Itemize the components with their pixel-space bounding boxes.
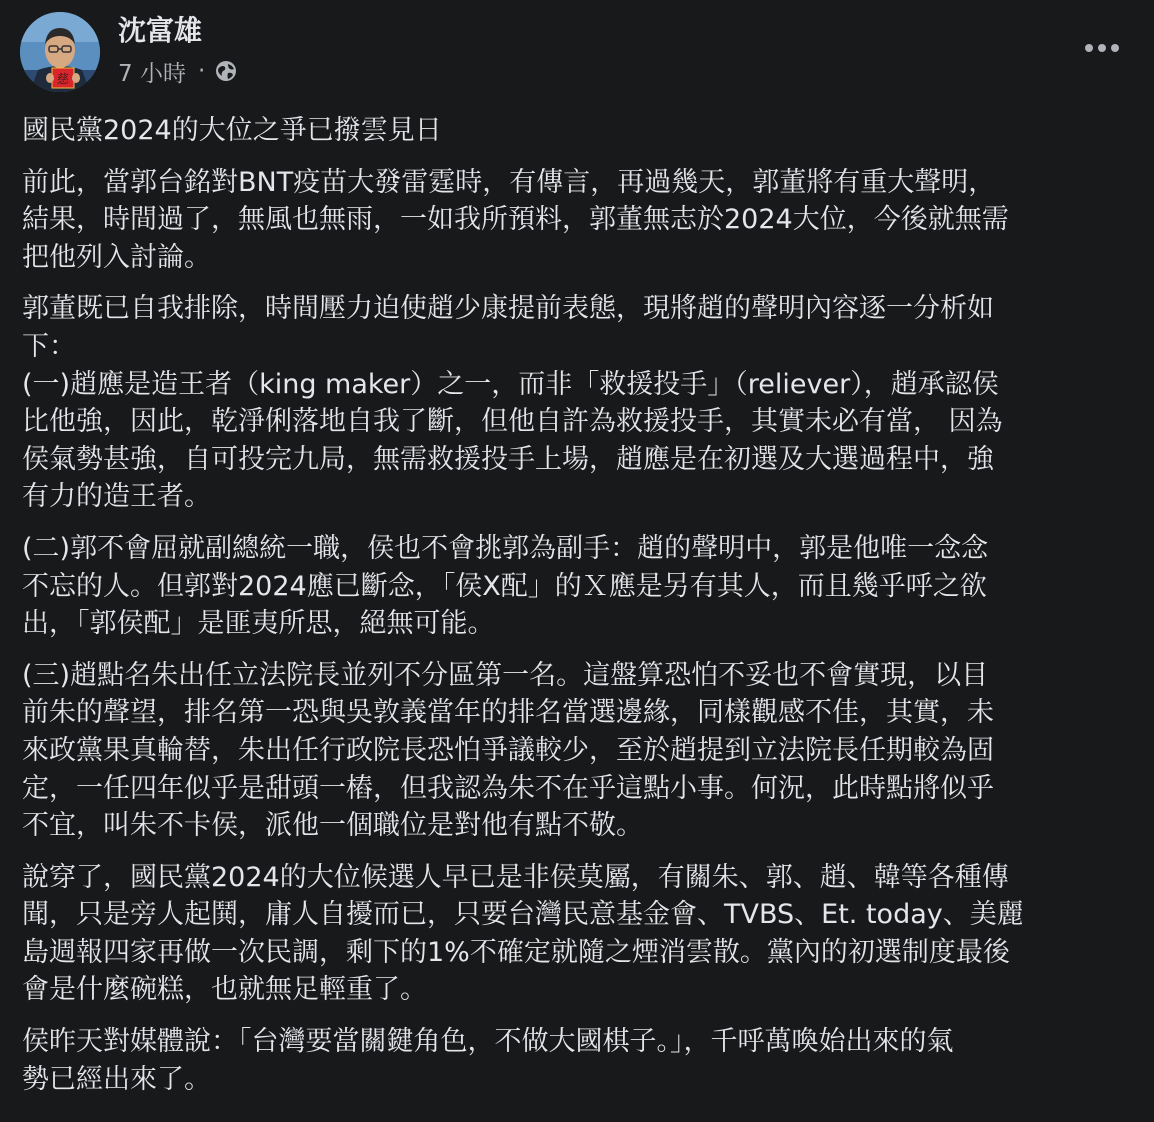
- post-meta: [118, 55, 239, 87]
- post-paragraph: 說穿了，國民黨2024的大位候選人早已是非侯莫屬，有關朱、郭、趙、韓等各種傳 聞，只是旁人起鬨，庸人自擾而已，只要台灣民意基金會、TVBS、Et. today、美麗 島週報四家再做一次民調，剩下的1%不確定就隨之煙消雲散。黨內的初選制度最後 會是什麼碗糕，也就無足輕重了。: [22, 861, 1024, 1006]
- author-name[interactable]: 沈富雄: [118, 14, 203, 47]
- avatar-photo: [20, 12, 100, 92]
- meta-separator: ·: [197, 58, 206, 84]
- post-paragraph: 前此，當郭台銘對BNT疫苗大發雷霆時，有傳言，再過幾天，郭董將有重大聲明， 結果，時間過了，無風也無雨，一如我所預料，郭董無志於2024大位，今後就無需 把他列入討論。: [22, 166, 1009, 273]
- globe-icon[interactable]: [213, 58, 239, 84]
- more-options-button[interactable]: [1078, 30, 1126, 66]
- post-paragraph: 郭董既已自我排除，時間壓力迫使趙少康提前表態，現將趙的聲明內容逐一分析如 下： (一)趙應是造王者（king maker）之一，而非「救援投手」（reliever），趙承認侯 比他強，因此，乾淨俐落地自我了斷，但他自許為救援投手，其實未必有當， 因為 侯氣勢甚強，自可投完九局，無需救援投手上場，趙應是在初選及大選過程中，強 有力的造王者。: [22, 293, 1003, 513]
- post-paragraph: 侯昨天對媒體說：「台灣要當關鍵角色，不做大國棋子。」，千呼萬喚始出來的氣 勢已經出來了。: [22, 1026, 954, 1095]
- author-avatar[interactable]: [20, 12, 100, 92]
- post-paragraph-title: 國民黨2024的大位之爭已撥雲見日: [22, 115, 442, 146]
- avatar-badge-text: 慈: [56, 72, 70, 86]
- post-timestamp[interactable]: 7 小時: [118, 60, 186, 87]
- post-paragraph: (三)趙點名朱出任立法院長並列不分區第一名。這盤算恐怕不妥也不會實現，以目 前朱的聲望，排名第一恐與吳敦義當年的排名當選邊緣，同樣觀感不佳，其實，未 來政黨果真輪替，朱出任行政院長恐怕爭議較少，至於趙提到立法院長任期較為固 定，一任四年似乎是甜頭一樁，但我認為朱不在乎這點小事。何況，此時點將似乎 不宜，叫朱不卡侯，派他一個職位是對他有點不敬。: [22, 659, 994, 842]
- post-body: [22, 112, 1137, 1112]
- more-horizontal-icon: [1084, 43, 1120, 53]
- post-paragraph: (二)郭不會屈就副總統一職，侯也不會挑郭為副手：趙的聲明中，郭是他唯一念念 不忘的人。但郭對2024應已斷念，「侯X配」的Ｘ應是另有其人，而且幾乎呼之欲 出，「郭侯配」是匪夷所思，絕無可能。: [22, 532, 989, 640]
